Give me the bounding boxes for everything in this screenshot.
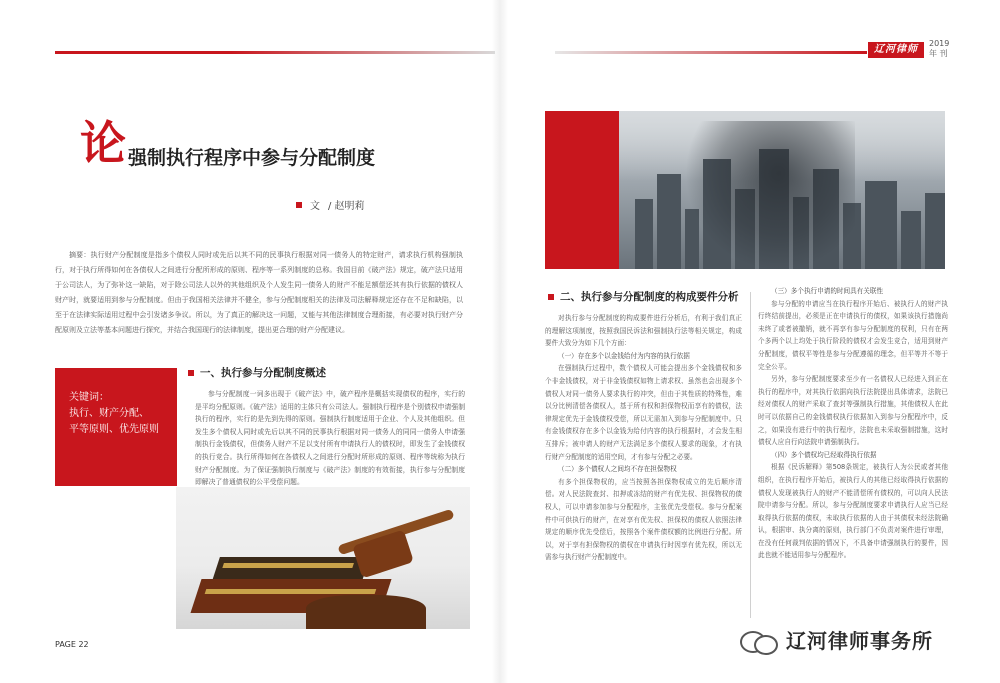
paragraph: 根据《民诉解释》第508条规定，被执行人为公民或者其他组织，在执行程序开始后，被执行人的其他已经取得执行依据的债权人发现被执行人的财产不能清偿所有债权的，可以向人民法院申请参与分配。所以，参与分配制度要求申请执行人应当已经取得执行依据的债权，未取执行依据的人由于其债权未经法院确认，根据审、执分离的原则，执行部门不负责对案件进行审理，在没有任何裁判依据的情况下，不具备申请强制执行的要件，因此也就不能适用参与分配程序。 [758, 463, 948, 560]
keywords-label: 关键词： [69, 392, 109, 403]
section1-heading [188, 365, 326, 380]
square-bullet-icon [188, 370, 194, 376]
square-bullet-icon [296, 202, 302, 208]
subheading: （四）多个债权均已经取得执行依据 [771, 450, 877, 459]
paragraph: 有多个担保物权的，应当按照各担保物权成立的先后顺序清偿。对人民法院查封、扣押或冻结的财产有优先权、担保物权的债权人，可以申请参加参与分配程序，主张优先受偿权。参与分配案件中可供执行的财产，在对享有优先权、担保权的债权人依照法律规定的顺序优先受偿后，按照各个案件债权额的比例进行分配。所以，对于享有担保物权的债权在申请执行时因享有优先权，所以无需参与执行财产分配制度中。 [545, 477, 742, 562]
sound-block-shape [306, 595, 426, 629]
brand-badge: 辽河律师 [868, 42, 924, 58]
byline [296, 197, 365, 212]
red-panel [545, 111, 619, 269]
subheading: （二）多个债权人之间均不存在担保物权 [558, 465, 677, 474]
right-column-a [545, 312, 742, 564]
subheading: （一）存在多个以金钱给付为内容的执行依据 [558, 351, 690, 360]
keywords-box [55, 368, 177, 486]
paragraph: 参与分配的申请应当在执行程序开始后、被执行人的财产执行终结前提出，必须是正在申请执行的债权，如果该执行措施尚未终了或者被撤销，就不再享有参与分配制度的权利，只有在两个多两个以上均处于执行阶段的债权才会发生竞合，适用到财产分配制度，债权平等性是参与分配遵循的理念，但平等并不等于完全公平。 [758, 299, 948, 371]
building-shape [925, 193, 945, 269]
column-divider [750, 292, 751, 618]
right-header-rule [555, 51, 867, 54]
paragraph: 另外，参与分配制度要求至少有一名债权人已经进入到正在执行的程序中，对其执行依据向执行法院提出具体请求，法院已经对债权人的财产采取了查封等强制执行措施，其他债权人在此时可以依据自己的金钱债权执行依据加入到参与分配程序中，反之，如果没有进行中的执行程序，法院也未采取强制措施，这时债权人应自行向法院申请强制执行。 [758, 375, 948, 447]
byline-author: / 赵明莉 [328, 201, 365, 212]
issue-label [929, 39, 949, 59]
building-shape [901, 211, 921, 269]
section2-title: 二、执行参与分配制度的构成要件分析 [560, 291, 739, 303]
keywords-line: 执行、财产分配、 [69, 408, 149, 419]
keywords-line: 平等原则、优先原则 [69, 424, 159, 435]
issue-text: 年 刊 [929, 49, 948, 58]
issue-year: 2019 [929, 39, 950, 48]
gavel-books-image [176, 487, 470, 629]
abstract: 摘要：执行财产分配制度是指多个债权人同时或先后以其不同的民事执行根据对同一债务人的特定财产，请求执行机构强制执行，对于执行所得如何在各债权人之间进行分配所形成的原则、程序等一系列制度的总称。我国目前《破产法》规定，破产法只适用于公司法人，为了弥补这一缺陷，对于除公司法人以外的其他组织及个人发生同一债务人的财产不能足额偿还其有执行依据的债权人财产时，就要适用到参与分配制度。但由于我国相关法律并不健全，参与分配制度相关的法律及司法解释规定还存在不足和缺陷，以至于在法律实际适用过程中会引发诸多争议。所以，为了真正的解决这一问题，又能与其他法律制度合理衔接，有必要对执行财产分配原则及立法等基本问题进行探究，并结合我国现行的法律制度，提出更合理的财产分配建议。 [55, 251, 463, 334]
building-shape [635, 199, 653, 269]
subheading: （三）多个执行申请的时间具有关联性 [771, 287, 884, 295]
page-number: PAGE 22 [55, 640, 89, 649]
paragraph: 对执行参与分配制度的构成要件进行分析后，有利于我们真正的理解这项制度，按照我国民诉法和强制执行法等相关规定，构成要件大致分为如下几个方面： [545, 314, 742, 348]
city-silhouette-image [545, 111, 945, 269]
left-header-rule [55, 51, 495, 54]
watermark-text: 辽河律师事务所 [786, 629, 933, 653]
page-gutter [492, 0, 508, 683]
building-shape [657, 174, 681, 269]
section1-title: 一、执行参与分配制度概述 [200, 367, 326, 379]
watermark [740, 625, 933, 654]
paragraph: 在强制执行过程中，数个债权人可能会提出多个金钱债权和多个非金钱债权，对于非金钱债权如物上请求权、虽然也会出现多个债权人对同一债务人要求执行的冲突，但由于其性质的特殊性，难以分比例清偿各债权人，基于所有权和担保物权而享有的债权，法律规定优先于金钱债权受偿，所以无需加入到参与分配制度中。只有金钱债权存在多个以金钱为给付内容的执行根据时，才会发生相互排斥；被申请人的财产无法满足多个债权人要求的现象，才有执行财产分配制度的适用空间，才有参与分配之必要。 [545, 364, 742, 461]
building-shape [865, 181, 897, 269]
byline-prefix: 文 [310, 201, 320, 212]
title-accent-char: 论 [80, 116, 126, 170]
section1-body: 参与分配制度一词多出现于《破产法》中，破产程序是概括实现债权的程序，实行的是平均分配原则。《破产法》适用的主体只有公司法人。强制执行程序是个别债权申请强制执行的程序，实行的是先到先得的原则。强制执行制度适用于企业、个人及其他组织。但发生多个债权人同时或先后以其不同的民事执行根据对同一债务人的同同一债务人申请强制执行金钱债权，但债务人财产不足以支付所有申请执行人的债权时，即发生了金钱债权的执行竞合。执行所得如何在各债权人之间进行分配时所形成的原则、程序等统称为执行财产分配制度。为了保证强制执行制度与《破产法》制度的有效衔接，执行参与分配制度即解决了普通债权的公平受偿问题。 [195, 390, 465, 487]
person-silhouette [685, 121, 855, 269]
book-shape [212, 557, 370, 581]
square-bullet-icon [548, 294, 554, 300]
section2-heading [548, 289, 739, 304]
right-column-b [758, 285, 948, 562]
article-title: 强制执行程序中参与分配制度 [128, 147, 376, 169]
wechat-icon [740, 627, 780, 653]
